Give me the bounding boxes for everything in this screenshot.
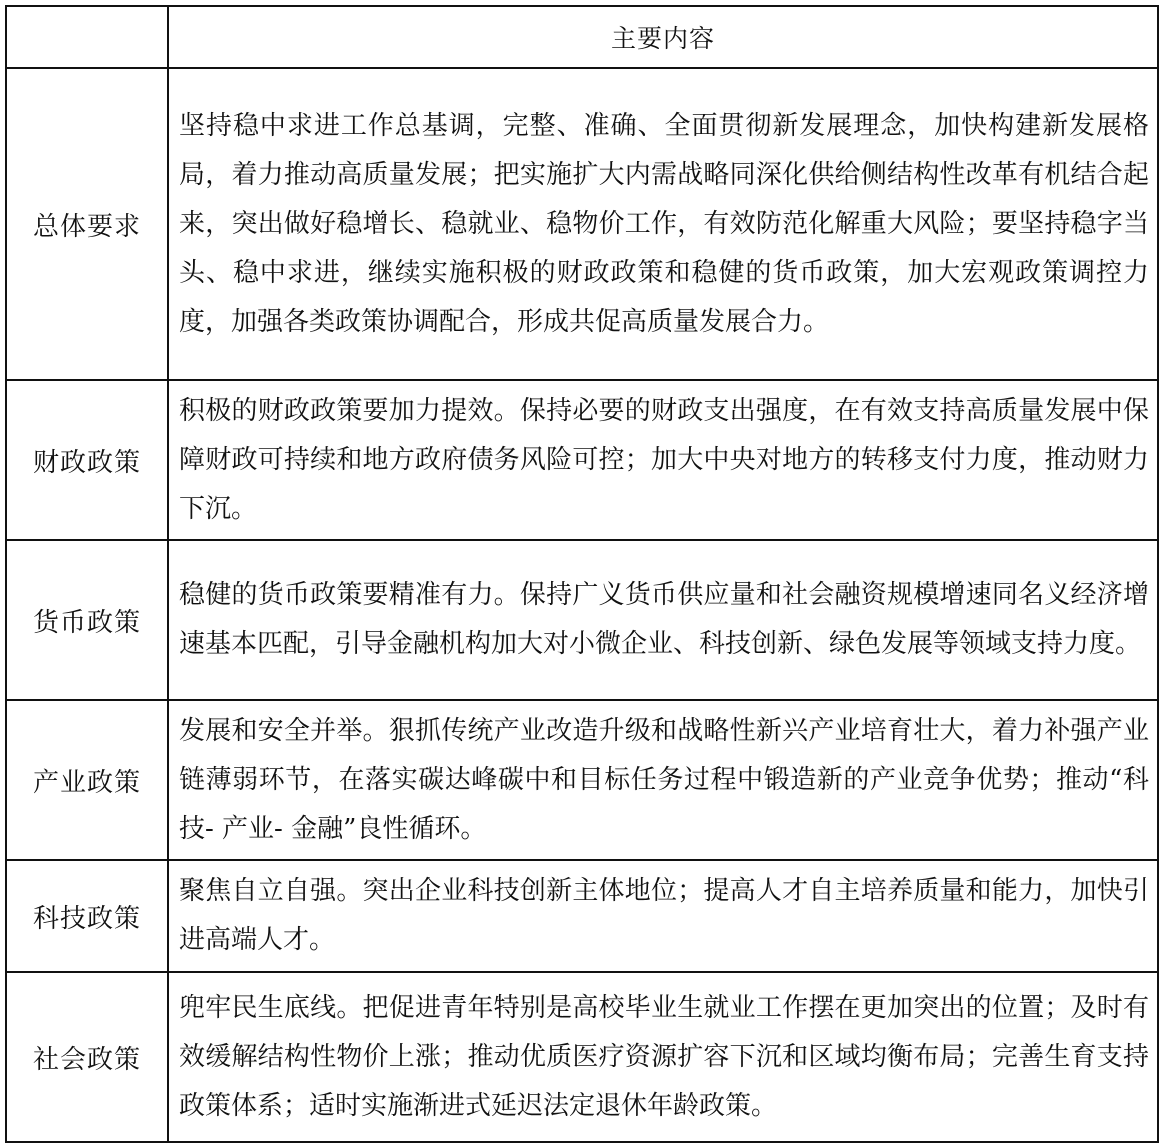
row-label-monetary: 货币政策 xyxy=(6,540,168,700)
header-empty-cell xyxy=(6,6,168,68)
policy-table xyxy=(5,5,1159,1143)
table-row xyxy=(6,540,1158,700)
row-label-social: 社会政策 xyxy=(6,972,168,1142)
row-content-social: 兜牢民生底线。把促进青年特别是高校毕业生就业工作摆在更加突出的位置；及时有效缓解结构性物价上涨；推动优质医疗资源扩容下沉和区域均衡布局；完善生育支持政策体系；适时实施渐进式延迟法定退休年龄政策。 xyxy=(168,972,1158,1142)
row-label-fiscal: 财政政策 xyxy=(6,380,168,540)
table-row xyxy=(6,380,1158,540)
row-content-fiscal: 积极的财政政策要加力提效。保持必要的财政支出强度，在有效支持高质量发展中保障财政可持续和地方政府债务风险可控；加大中央对地方的转移支付力度，推动财力下沉。 xyxy=(168,380,1158,540)
row-label-overall: 总体要求 xyxy=(6,68,168,380)
table-header-row xyxy=(6,6,1158,68)
header-content-title: 主要内容 xyxy=(168,6,1158,68)
row-content-overall: 坚持稳中求进工作总基调，完整、准确、全面贯彻新发展理念，加快构建新发展格局，着力推动高质量发展；把实施扩大内需战略同深化供给侧结构性改革有机结合起来，突出做好稳增长、稳就业、稳物价工作，有效防范化解重大风险；要坚持稳字当头、稳中求进，继续实施积极的财政政策和稳健的货币政策，加大宏观政策调控力度，加强各类政策协调配合，形成共促高质量发展合力。 xyxy=(168,68,1158,380)
table-row xyxy=(6,972,1158,1142)
row-content-technology: 聚焦自立自强。突出企业科技创新主体地位；提高人才自主培养质量和能力，加快引进高端人才。 xyxy=(168,860,1158,972)
row-content-industrial: 发展和安全并举。狠抓传统产业改造升级和战略性新兴产业培育壮大，着力补强产业链薄弱环节，在落实碳达峰碳中和目标任务过程中锻造新的产业竞争优势；推动“科技- 产业- 金融”良性循环。 xyxy=(168,700,1158,860)
table-row xyxy=(6,700,1158,860)
row-label-industrial: 产业政策 xyxy=(6,700,168,860)
row-label-technology: 科技政策 xyxy=(6,860,168,972)
table-row xyxy=(6,860,1158,972)
table-row xyxy=(6,68,1158,380)
row-content-monetary: 稳健的货币政策要精准有力。保持广义货币供应量和社会融资规模增速同名义经济增速基本匹配，引导金融机构加大对小微企业、科技创新、绿色发展等领域支持力度。 xyxy=(168,540,1158,700)
